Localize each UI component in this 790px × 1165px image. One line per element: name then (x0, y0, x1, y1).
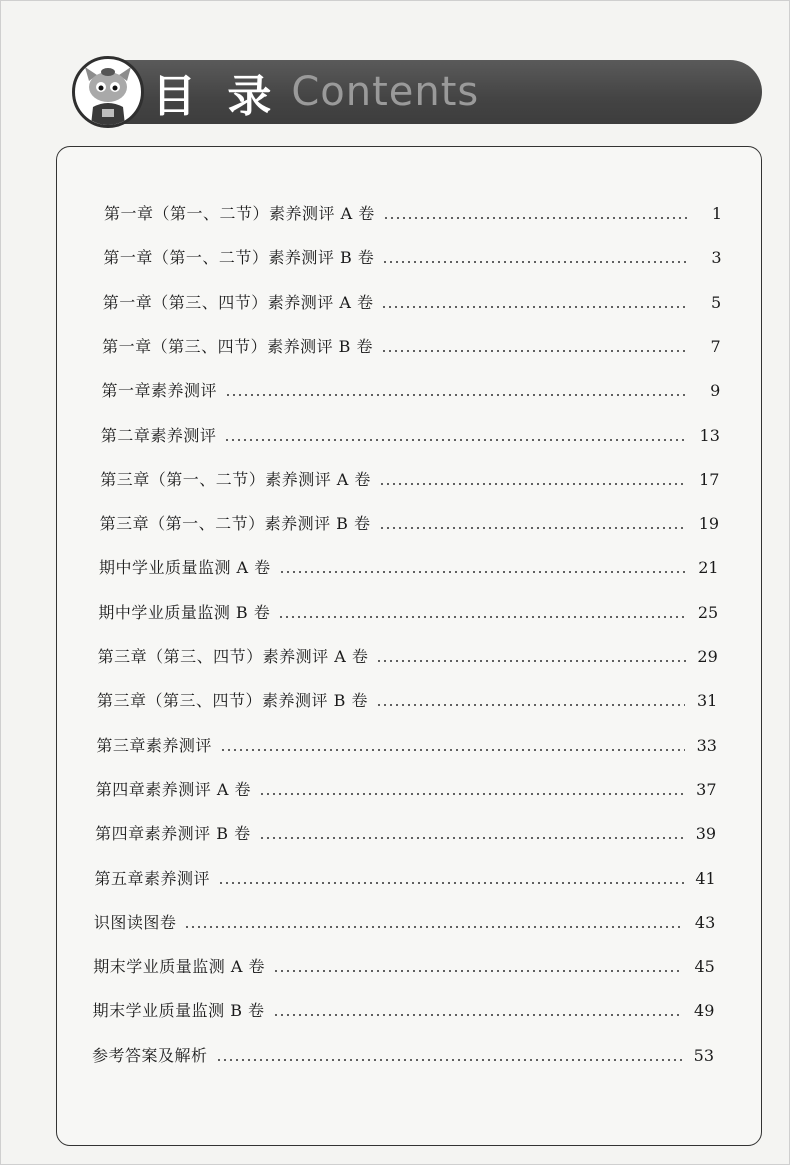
toc-entry-title: 第三章（第三、四节）素养测评 A 卷 (97, 647, 369, 666)
toc-entry-title: 识图读图卷 (93, 912, 177, 932)
toc-entry-page: 9 (710, 381, 721, 401)
toc-entry-title: 第四章素养测评 A 卷 (95, 779, 252, 799)
toc-entry-title: 第一章（第一、二节）素养测评 A 卷 (104, 204, 375, 223)
toc-entry-title: 期末学业质量监测 B 卷 (92, 1001, 265, 1021)
toc-entry-page: 31 (697, 691, 718, 711)
toc-entry-title: 第三章素养测评 (96, 735, 212, 755)
dot-leader (273, 1014, 683, 1016)
toc-entry-title: 第一章（第一、二节）素养测评 B 卷 (103, 248, 375, 268)
dot-leader (259, 837, 685, 839)
toc-entry[interactable] (95, 866, 716, 892)
dot-leader (273, 970, 683, 972)
toc-entry-page: 43 (694, 912, 716, 932)
toc-entry-title: 第一章素养测评 (101, 381, 217, 401)
toc-entry-page: 19 (698, 514, 720, 534)
toc-entry-page: 1 (711, 204, 722, 223)
toc-entry[interactable] (100, 511, 719, 537)
toc-entry-title: 第三章（第三、四节）素养测评 B 卷 (97, 691, 368, 711)
toc-entry-page: 53 (693, 1045, 714, 1065)
toc-entry[interactable] (94, 910, 715, 936)
dot-leader (278, 616, 686, 618)
toc-entry[interactable] (92, 1043, 714, 1069)
dot-leader (381, 350, 689, 352)
toc-entry-title: 第一章（第三、四节）素养测评 B 卷 (102, 336, 374, 356)
toc-entry-title: 第五章素养测评 (94, 868, 211, 888)
toc-entry[interactable] (96, 777, 717, 803)
toc-entry-page: 3 (711, 248, 722, 268)
toc-entry[interactable] (98, 600, 718, 626)
toc-entry-title: 参考答案及解析 (92, 1045, 208, 1065)
dot-leader (379, 483, 688, 485)
toc-entry-title: 期末学业质量监测 A 卷 (93, 957, 265, 977)
dot-leader (376, 660, 685, 662)
toc-entry-title: 第三章（第一、二节）素养测评 A 卷 (100, 469, 371, 489)
toc-entry[interactable] (103, 245, 721, 271)
toc-entry-title: 第二章素养测评 (100, 425, 217, 445)
toc-entry-page: 39 (695, 824, 717, 844)
toc-entry-page: 17 (699, 469, 720, 489)
dot-leader (218, 882, 684, 884)
toc-entry-page: 37 (696, 779, 717, 799)
toc-entry[interactable] (101, 423, 720, 449)
toc-entry-title: 第一章（第三、四节）素养测评 A 卷 (102, 292, 374, 312)
toc-entry-title: 期中学业质量监测 A 卷 (98, 558, 271, 578)
toc-entry[interactable] (93, 998, 715, 1024)
toc-entry[interactable] (100, 467, 719, 493)
toc-entry[interactable] (96, 733, 717, 759)
toc-entry-page: 49 (694, 1001, 715, 1021)
toc-entry[interactable] (103, 290, 721, 316)
dot-leader (381, 306, 689, 308)
toc-entry[interactable] (102, 334, 721, 360)
dot-leader (220, 749, 685, 751)
dot-leader (379, 527, 688, 529)
dot-leader (279, 571, 687, 573)
dot-leader (382, 261, 689, 263)
toc-entry[interactable] (104, 201, 722, 227)
dot-leader (184, 926, 683, 928)
dot-leader (225, 394, 688, 396)
title-chinese: 目 录 (152, 71, 280, 122)
toc-entry-page: 41 (695, 868, 716, 888)
toc-entry-page: 7 (710, 336, 721, 356)
title-english: Contents (291, 69, 480, 115)
dot-leader (224, 439, 688, 441)
toc-entry-page: 25 (697, 602, 719, 622)
toc-entry-title: 第四章素养测评 B 卷 (95, 824, 251, 844)
toc-entry[interactable] (97, 688, 717, 714)
toc-entry-title: 期中学业质量监测 B 卷 (98, 602, 271, 622)
dot-leader (216, 1059, 682, 1061)
toc-entry[interactable] (99, 555, 719, 581)
dot-leader (376, 704, 685, 706)
dot-leader (383, 217, 690, 219)
toc-entry[interactable] (101, 378, 720, 404)
toc-entry-page: 45 (694, 957, 715, 977)
toc-entry-page: 13 (699, 425, 720, 445)
toc-entry[interactable] (98, 644, 718, 670)
toc-entry-page: 21 (698, 558, 719, 578)
toc-entry-page: 33 (696, 735, 717, 755)
toc-entry-title: 第三章（第一、二节）素养测评 B 卷 (99, 514, 371, 534)
dot-leader (259, 793, 685, 795)
toc-entry[interactable] (93, 954, 715, 980)
toc-entry[interactable] (95, 821, 716, 847)
toc-entry-page: 5 (710, 292, 722, 312)
toc-entry-page: 29 (697, 647, 718, 666)
